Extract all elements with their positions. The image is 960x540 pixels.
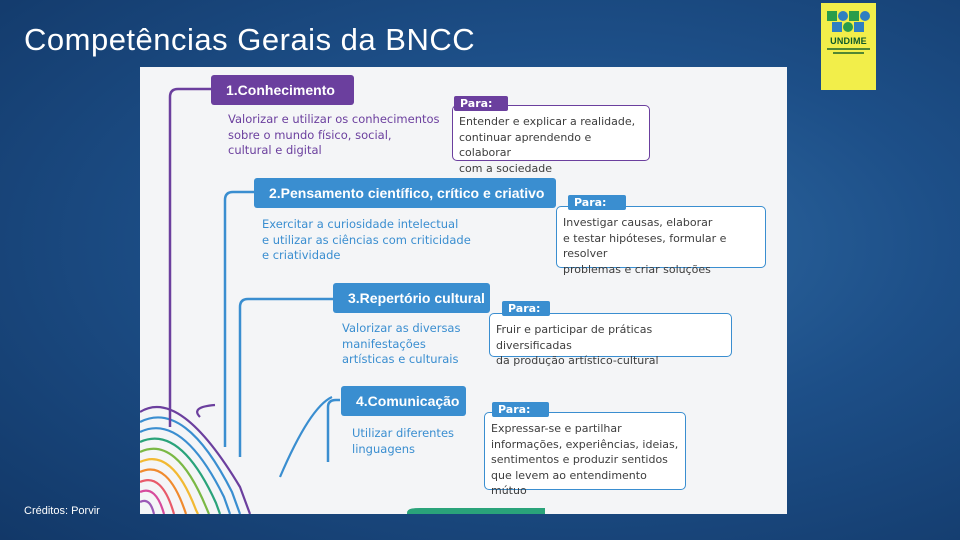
competency-2-title: 2.Pensamento científico, crítico e criativo <box>254 178 556 208</box>
arc-line <box>140 428 230 514</box>
competency-2-purpose: Investigar causas, elaborar e testar hipóteses, formular e resolver problemas e criar soluções <box>556 206 766 268</box>
credits-text: Créditos: Porvir <box>24 505 100 517</box>
undime-logo <box>821 3 876 90</box>
connector-line <box>280 397 332 477</box>
competency-1-description: Valorizar e utilizar os conhecimentos sobre o mundo físico, social, cultural e digital <box>228 112 440 157</box>
competency-4-description: Utilizar diferentes linguagens <box>352 426 455 456</box>
connector-branch-3 <box>240 299 333 457</box>
logo-tagline-line <box>833 52 864 54</box>
para-tag: Para: <box>502 301 550 316</box>
connector-branch-5 <box>410 511 545 514</box>
competency-4-purpose: Expressar-se e partilhar informações, experiências, ideias, sentimentos e produzir sentidos que levem ao entendimento mútuo <box>484 412 686 490</box>
competency-3-title: 3.Repertório cultural <box>333 283 490 313</box>
competency-4-title: 4.Comunicação <box>341 386 466 416</box>
competency-3-description: Valorizar as diversas manifestações artísticas e culturais <box>342 321 461 366</box>
competency-1-purpose: Entender e explicar a realidade, continuar aprendendo e colaborar com a sociedade <box>452 105 650 161</box>
arc-line <box>140 501 154 514</box>
competency-1-title: 1.Conhecimento <box>211 75 354 105</box>
bncc-infographic <box>140 67 787 514</box>
para-tag: Para: <box>492 402 549 417</box>
slide-title: Competências Gerais da BNCC <box>24 22 476 57</box>
connector-line <box>197 405 215 417</box>
competency-3-purpose: Fruir e participar de práticas diversificadas da produção artístico-cultural <box>489 313 732 357</box>
connector-branch-4 <box>328 400 340 462</box>
arc-line <box>140 459 198 514</box>
para-tag: Para: <box>454 96 508 111</box>
connector-branch-1 <box>170 89 212 427</box>
logo-tagline-line <box>827 48 870 50</box>
logo-name: UNDIME <box>830 36 867 46</box>
para-tag: Para: <box>568 195 626 210</box>
logo-mark-icon <box>827 11 871 33</box>
competency-2-description: Exercitar a curiosidade intelectual e utilizar as ciências com criticidade e criatividade <box>262 217 471 262</box>
